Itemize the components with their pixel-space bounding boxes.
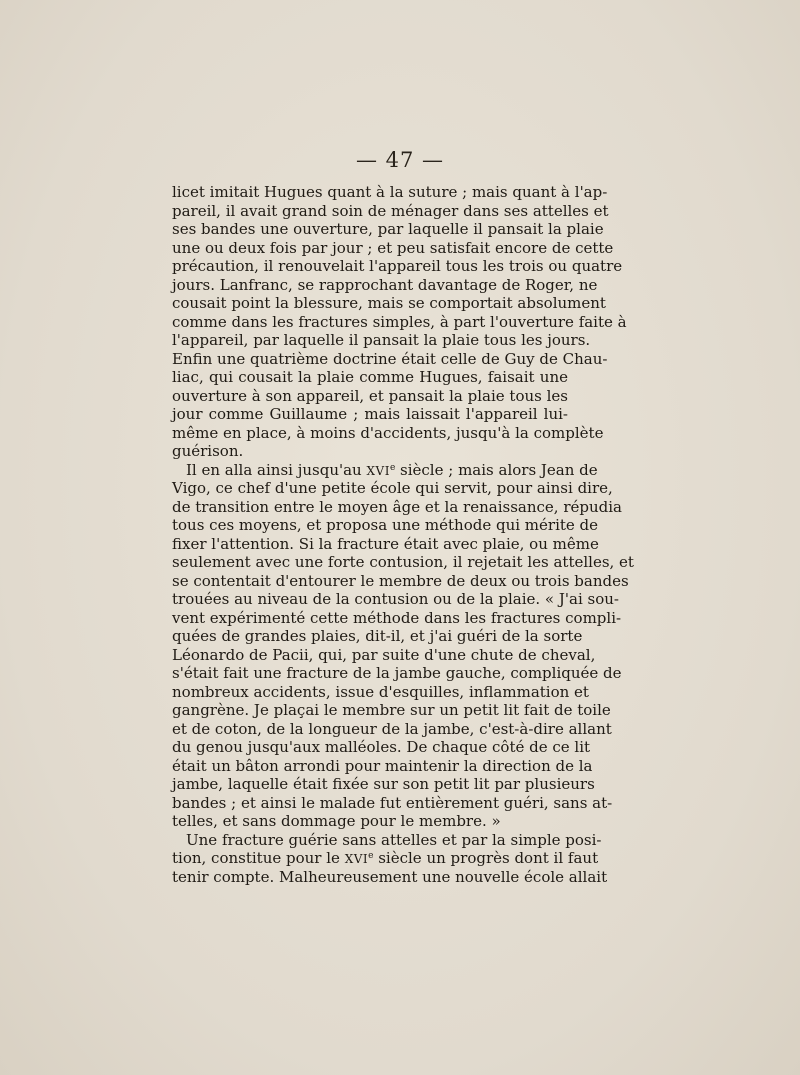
text-line: liac, qui cousait la plaie comme Hugues, faisait une	[172, 368, 568, 386]
text-line: cousait point la blessure, mais se comportait absolument	[172, 294, 606, 312]
text-line: l'appareil, par laquelle il pansait la plaie tous les jours.	[172, 331, 591, 349]
text-line: telles, et sans dommage pour le membre. »	[172, 812, 501, 830]
text-line: quées de grandes plaies, dit-il, et j'ai guéri de la sorte	[172, 627, 583, 645]
century-numeral: XVI	[344, 852, 369, 866]
text-line: ouverture à son appareil, et pansait la plaie tous les	[172, 386, 568, 405]
text-line: jambe, laquelle était fixée sur son petit lit par plusieurs	[172, 775, 595, 793]
text-line: pareil, il avait grand soin de ménager dans ses attelles et	[172, 201, 609, 220]
text-line: seulement avec une forte contusion, il rejetait les attelles, et	[172, 553, 634, 571]
century-numeral: XVI	[366, 463, 390, 478]
text-line: gangrène. Je plaçai le membre sur un petit lit fait de toile	[172, 701, 611, 719]
text-segment: siècle ; mais alors Jean de	[395, 460, 598, 479]
page-number: — 47 —	[355, 148, 445, 172]
text-line: Vigo, ce chef d'une petite école qui servit, pour ainsi dire,	[172, 479, 613, 497]
text-line: du genou jusqu'aux malléoles. De chaque côté de ce lit	[172, 738, 591, 756]
text-line: tous ces moyens, et proposa une méthode qui mérite de	[172, 516, 599, 534]
text-line: Léonardo de Pacii, qui, par suite d'une chute de cheval,	[172, 645, 596, 664]
text-line: Enfin une quatrième doctrine était celle de Guy de Chau-	[172, 349, 608, 368]
body-text	[172, 183, 634, 886]
superscript: e	[389, 462, 396, 473]
text-line: ses bandes une ouverture, par laquelle il pansait la plaie	[172, 220, 604, 238]
text-line: vent expérimenté cette méthode dans les fractures compli-	[172, 608, 622, 627]
text-line: comme dans les fractures simples, à part l'ouverture faite à	[172, 312, 627, 331]
text-line: nombreux accidents, issue d'esquilles, inflammation et	[172, 682, 589, 701]
text-line: tenir compte. Malheureusement une nouvelle école allait	[172, 867, 608, 886]
superscript: e	[368, 851, 374, 861]
text-line: se contentait d'entourer le membre de deux ou trois bandes	[172, 571, 629, 590]
text-line: précaution, il renouvelait l'appareil tous les trois ou quatre	[172, 257, 623, 275]
text-line: était un bâton arrondi pour maintenir la direction de la	[172, 756, 593, 775]
text-line: une ou deux fois par jour ; et peu satisfait encore de cette	[172, 238, 614, 257]
text-segment: Il en alla ainsi jusqu'au	[186, 460, 367, 479]
text-line: jour comme Guillaume ; mais laissait l'appareil lui-	[172, 405, 568, 423]
text-line: trouées au niveau de la contusion ou de la plaie. « J'ai sou-	[172, 590, 619, 608]
text-line: licet imitait Hugues quant à la suture ; mais quant à l'ap-	[172, 183, 608, 201]
text-segment: Une fracture guérie sans attelles et par la simple posi-	[186, 830, 602, 849]
text-line	[172, 460, 598, 480]
text-line	[172, 849, 599, 868]
text-line: de transition entre le moyen âge et la renaissance, répudia	[172, 497, 622, 516]
text-segment: siècle un progrès dont il faut	[373, 849, 599, 867]
text-line: fixer l'attention. Si la fracture était avec plaie, ou même	[172, 534, 599, 553]
text-line: même en place, à moins d'accidents, jusqu'à la complète	[172, 423, 604, 442]
text-segment: tion, constitue pour le	[172, 849, 345, 867]
text-line	[172, 830, 602, 850]
text-line: jours. Lanfranc, se rapprochant davantage de Roger, ne	[172, 275, 598, 294]
text-line: bandes ; et ainsi le malade fut entièrement guéri, sans at-	[172, 793, 613, 812]
text-line: guérison.	[172, 442, 244, 460]
text-line: s'était fait une fracture de la jambe gauche, compliquée de	[172, 664, 622, 682]
text-line: et de coton, de la longueur de la jambe, c'est-à-dire allant	[172, 719, 612, 738]
